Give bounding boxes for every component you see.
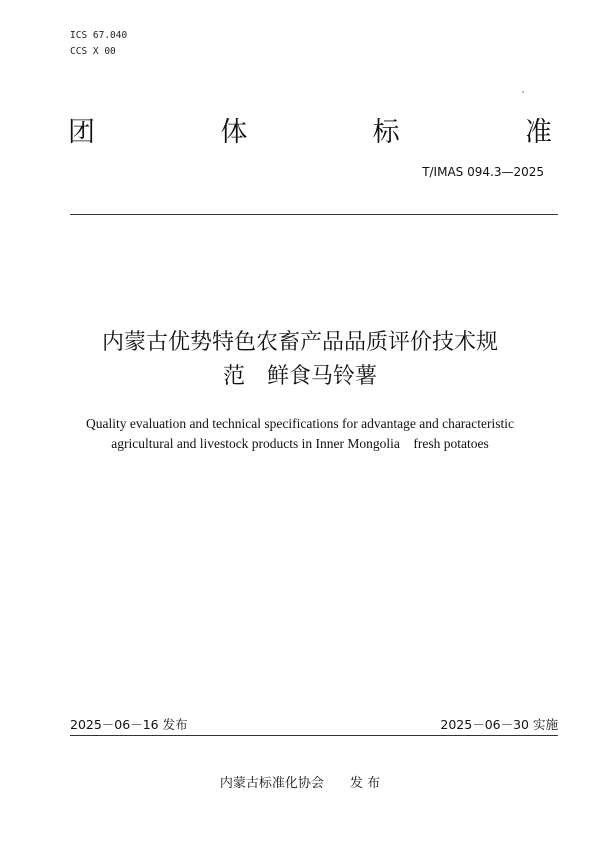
scan-speck — [522, 91, 524, 93]
standard-type-char: 准 — [524, 117, 552, 148]
implementation-date: 2025－06－30 实施 — [440, 717, 558, 732]
publisher-org: 内蒙古标准化协会 — [219, 776, 324, 791]
ics-code: ICS 67.040 — [70, 30, 128, 41]
classification-codes — [70, 28, 127, 60]
standard-type-heading — [68, 116, 552, 150]
chinese-title-line2: 范 鲜食马铃薯 — [222, 364, 377, 389]
chinese-title — [40, 326, 560, 394]
header-divider — [70, 214, 558, 215]
standard-type-char: 体 — [220, 117, 248, 148]
english-title — [40, 414, 560, 454]
publisher-line — [0, 775, 600, 793]
footer-divider — [70, 735, 558, 736]
standard-type-char: 团 — [68, 117, 95, 148]
standard-number: T/IMAS 094.3—2025 — [422, 165, 544, 179]
ccs-code: CCS X 00 — [70, 46, 116, 57]
chinese-title-line1: 内蒙古优势特色农畜产品品质评价技术规 — [101, 330, 498, 355]
issue-date: 2025－06－16 发布 — [70, 717, 188, 732]
publisher-action: 发 布 — [349, 776, 381, 791]
english-title-line2: agricultural and livestock products in Inner Mongolia fresh potatoes — [111, 436, 489, 451]
standard-type-char: 标 — [372, 117, 400, 148]
english-title-line1: Quality evaluation and technical specifications for advantage and characteristic — [85, 416, 515, 431]
